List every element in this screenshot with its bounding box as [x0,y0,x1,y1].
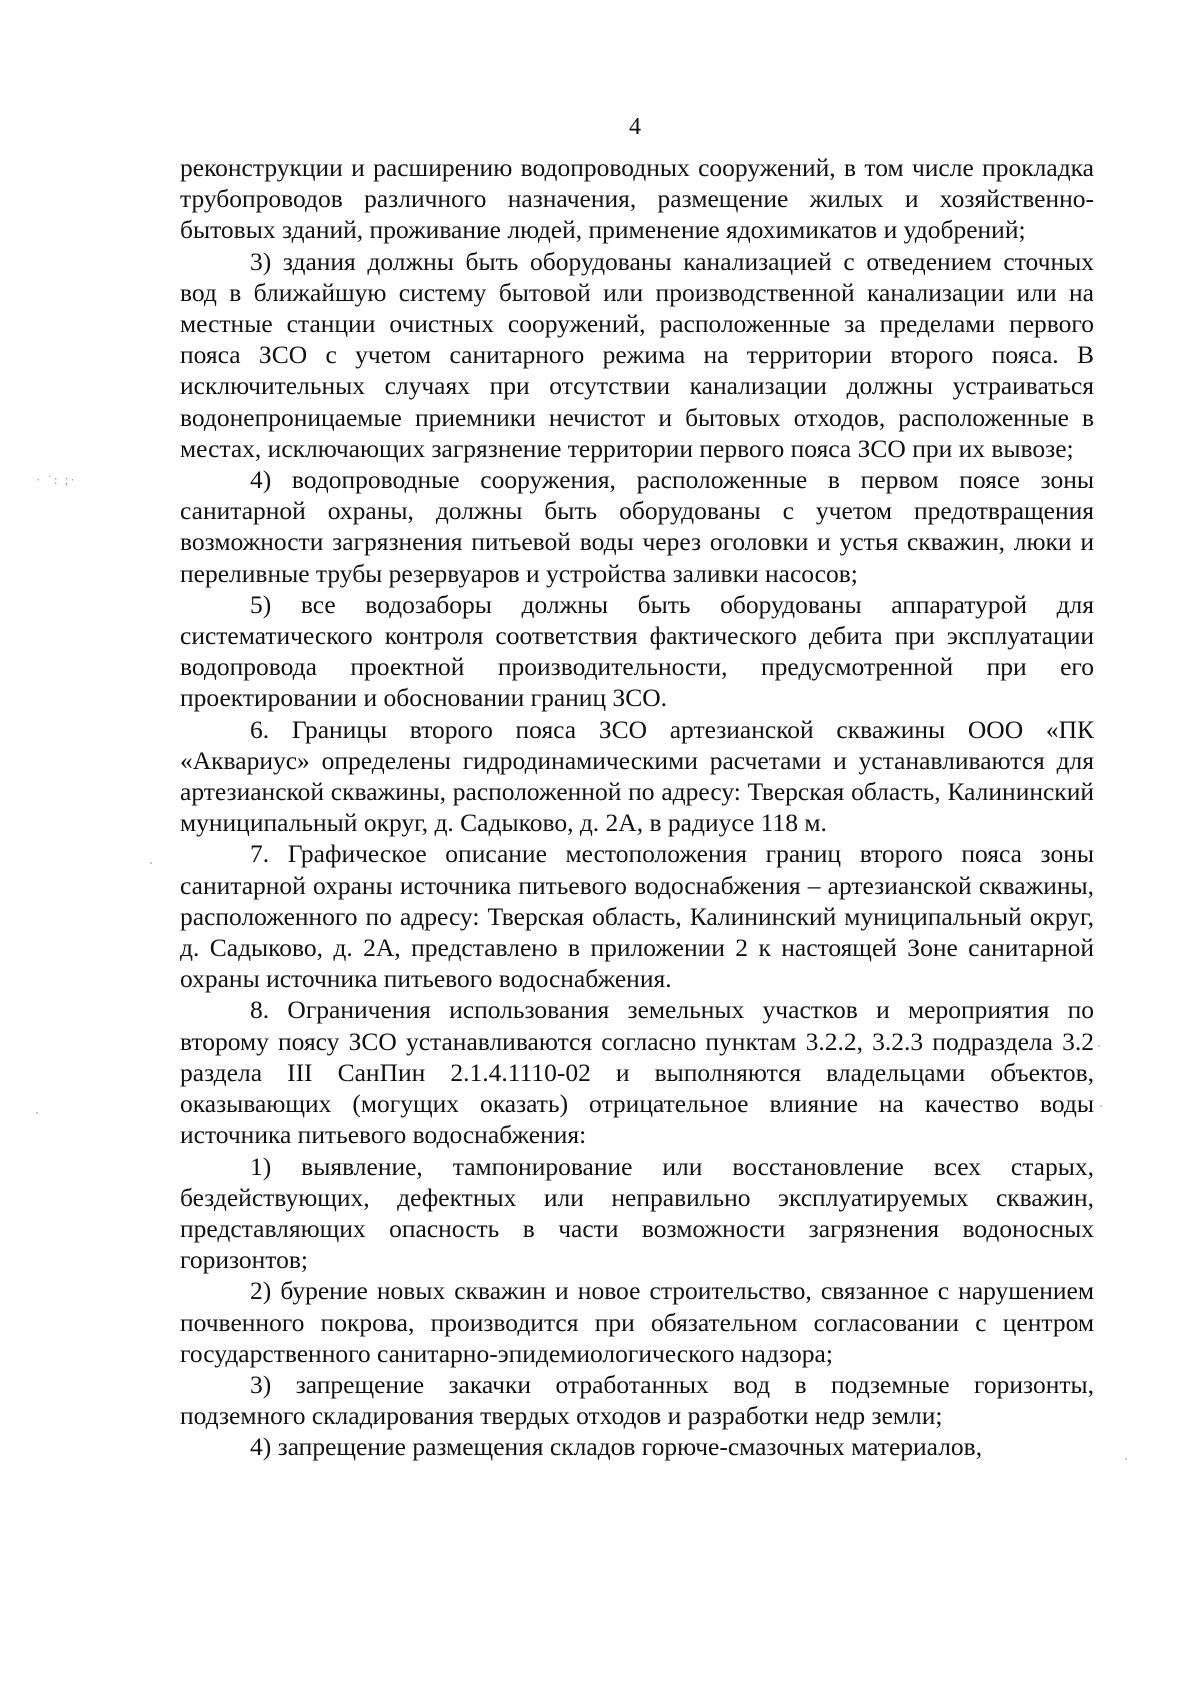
scan-speck [1125,1458,1127,1460]
list-item-2-drilling: 2) бурение новых скважин и новое строительство, связанное с нарушением почвенного покрова, производится при обязательном согласовании с центром государственного санитарно-эпидемиологического надзора; [180,1276,1094,1368]
section-6-second-belt-boundaries: 6. Границы второго пояса ЗСО артезианской скважины ООО «ПК «Аквариус» определены гидродинамическими расчетами и устанавливаются для артезианской скважины, расположенной по адресу: Тверская область, Калининский муниципальный округ, д. Садыково, д. 2А, в радиусе 118 м. [180,714,1094,838]
scan-speck [150,862,152,864]
scan-speck [1098,1045,1100,1047]
section-7-graphic-description: 7. Графическое описание местоположения границ второго пояса зоны санитарной охраны источника питьевого водоснабжения – артезианской скважины, расположенного по адресу: Тверская область, Калининский муниципальный округ, д. Садыково, д. 2А, представлено в приложении 2 к настоящей Зоне санитарной охраны источника питьевого водоснабжения. [180,839,1094,994]
list-item-4-fuel-storage-ban: 4) запрещение размещения складов горюче-смазочных материалов, [250,1432,983,1462]
page-number: 4 [629,114,641,140]
list-item-3-buildings-sewerage: 3) здания должны быть оборудованы канализацией с отведением сточных вод в ближайшую систему бытовой или производственной канализации или на местные станции очистных сооружений, расположенные за пределами первого пояса ЗСО с учетом санитарного режима на территории второго пояса. В исключительных случаях при отсутствии канализации должны устраиваться водонепроницаемые приемники нечистот и бытовых отходов, расположенные в местах, исключающих загрязнение территории первого пояса ЗСО при их вывозе; [180,246,1094,463]
paragraph-continuation: реконструкции и расширению водопроводных сооружений, в том числе прокладка трубопроводов различного назначения, размещение жилых и хозяйственно-бытовых зданий, проживание людей, применение ядохимикатов и удобрений; [180,153,1094,245]
scan-speck [36,1112,38,1114]
list-item-4-water-facilities: 4) водопроводные сооружения, расположенные в первом поясе зоны санитарной охраны, должны быть оборудованы с учетом предотвращения возможности загрязнения питьевой воды через оголовки и устья скважин, люки и переливные трубы резервуаров и устройства заливки насосов; [180,465,1094,588]
list-item-3-waste-water-ban: 3) запрещение закачки отработанных вод в подземные горизонты, подземного складирования твердых отходов и разработки недр земли; [180,1369,1094,1431]
scan-speck [1100,1105,1102,1107]
section-8-land-use-restrictions: 8. Ограничения использования земельных участков и мероприятия по второму поясу ЗСО устанавливаются согласно пунктам 3.2.2, 3.2.3 подраздела 3.2 раздела III СанПин 2.1.4.1110-02 и выполняются владельцами объектов, оказывающих (могущих оказать) отрицательное влияние на качество воды источника питьевого водоснабжения: [180,995,1094,1150]
document-body [180,152,1094,1463]
list-item-1-wells-detection: 1) выявление, тампонирование или восстановление всех старых, бездействующих, дефектных или неправильно эксплуатируемых скважин, представляющих опасность в части возможности загрязнения водоносных горизонтов; [180,1151,1094,1275]
scan-artifact: · ˙: ;· [36,472,77,487]
list-item-5-water-intakes: 5) все водозаборы должны быть оборудованы аппаратурой для систематического контроля соответствия фактического дебита при эксплуатации водопровода проектной производительности, предусмотренной при его проектировании и обосновании границ ЗСО. [180,589,1094,713]
